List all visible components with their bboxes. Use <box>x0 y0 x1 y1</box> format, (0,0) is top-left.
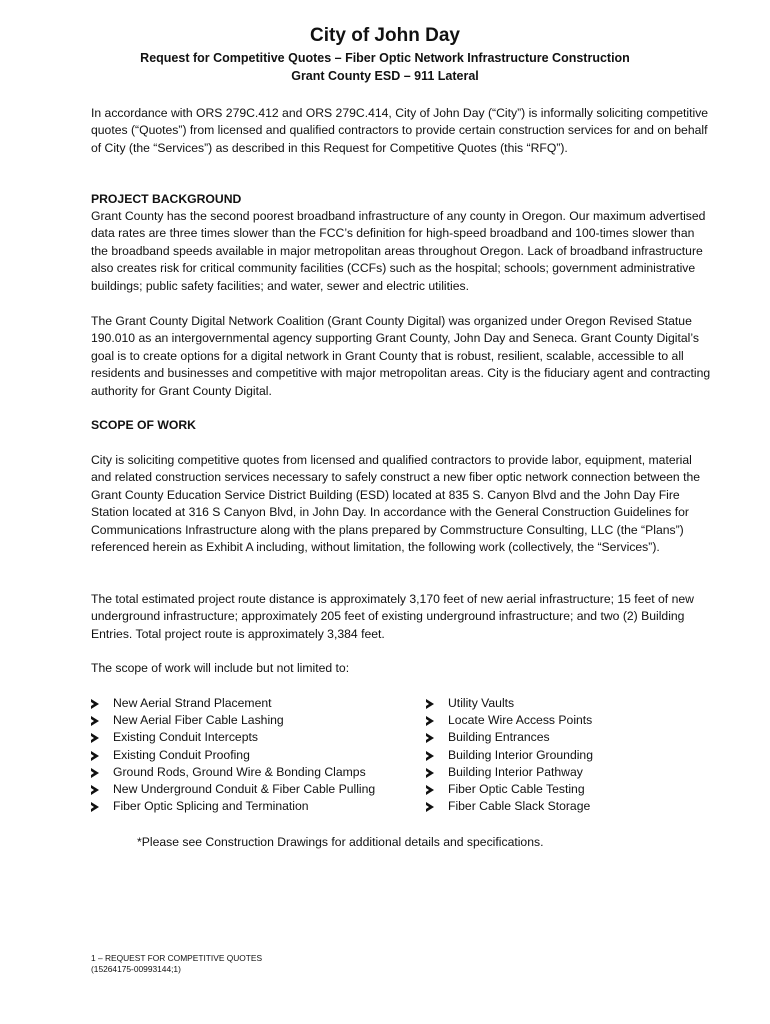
arrow-bullet-icon <box>91 733 99 743</box>
arrow-bullet-icon <box>426 768 434 778</box>
list-item: Fiber Optic Splicing and Termination <box>91 798 375 815</box>
arrow-bullet-icon <box>426 751 434 761</box>
scope-paragraph-2: The total estimated project route distance is approximately 3,170 feet of new aerial infrastructure; 15 feet of new underground infrastructure; approximately 205 feet of existing underground infrastructure; and two (2) Building Entries. Total project route is approximately 3,384 feet. <box>91 592 694 641</box>
list-item: Fiber Optic Cable Testing <box>426 781 593 798</box>
list-item: Utility Vaults <box>426 695 593 712</box>
arrow-bullet-icon <box>91 785 99 795</box>
document-subtitle: Request for Competitive Quotes – Fiber Optic Network Infrastructure Construction <box>140 51 630 65</box>
list-item: Existing Conduit Intercepts <box>91 729 375 746</box>
page-footer <box>91 953 262 975</box>
scope-paragraph-1: City is soliciting competitive quotes from licensed and qualified contractors to provide labor, equipment, material and related construction services necessary to safely construct a new fiber optic network connection between the Grant County Education Service District Building (ESD) located at 835 S. Canyon Blvd and the John Day Fire Station located at 316 S Canyon Blvd, in John Day. In accordance with the General Construction Guidelines for Communications Infrastructure along with the plans prepared by Commstructure Consulting, LLC (the “Plans”) referenced herein as Exhibit A including, without limitation, the following work (collectively, the “Services”). <box>91 453 701 555</box>
footer-page-label: 1 – REQUEST FOR COMPETITIVE QUOTES <box>91 953 263 963</box>
arrow-bullet-icon <box>426 785 434 795</box>
scope-of-work-heading: SCOPE OF WORK <box>91 418 196 432</box>
list-item: New Underground Conduit & Fiber Cable Pulling <box>91 781 375 798</box>
intro-paragraph: In accordance with ORS 279C.412 and ORS 279C.414, City of John Day (“City”) is informally soliciting competitive quotes (“Quotes”) from licensed and qualified contractors to provide certain construction services for and on behalf of City (the “Services”) as described in this Request for Competitive Quotes (this “RFQ”). <box>91 106 709 155</box>
project-name: Grant County ESD – 911 Lateral <box>291 69 479 83</box>
arrow-bullet-icon <box>426 716 434 726</box>
list-item: Locate Wire Access Points <box>426 712 593 729</box>
background-paragraph-2: The Grant County Digital Network Coalition (Grant County Digital) was organized under Oregon Revised Statue 190.010 as an intergovernmental agency supporting Grant County, John Day and Seneca. Grant County Digital’s goal is to create options for a digital network in Grant County that is robust, resilient, scalable, accessible to all residents and businesses and competitive with major metropolitan areas. City is the fiduciary agent and contracting authority for Grant County Digital. <box>91 314 711 398</box>
arrow-bullet-icon <box>91 699 99 709</box>
list-item: Ground Rods, Ground Wire & Bonding Clamps <box>91 764 375 781</box>
list-item: New Aerial Fiber Cable Lashing <box>91 712 375 729</box>
list-item: Building Interior Grounding <box>426 747 593 764</box>
footer-document-id: (15264175-00993144;1) <box>91 964 181 974</box>
arrow-bullet-icon <box>91 716 99 726</box>
drawings-note: *Please see Construction Drawings for additional details and specifications. <box>137 835 544 849</box>
arrow-bullet-icon <box>91 751 99 761</box>
document-title: City of John Day <box>310 25 460 46</box>
list-item: Building Interior Pathway <box>426 764 593 781</box>
project-background-heading: PROJECT BACKGROUND <box>91 192 242 206</box>
arrow-bullet-icon <box>91 768 99 778</box>
arrow-bullet-icon <box>426 733 434 743</box>
arrow-bullet-icon <box>426 802 434 812</box>
scope-list-right <box>426 695 593 815</box>
list-item: Fiber Cable Slack Storage <box>426 798 593 815</box>
arrow-bullet-icon <box>426 699 434 709</box>
list-item: Existing Conduit Proofing <box>91 747 375 764</box>
background-paragraph-1: Grant County has the second poorest broadband infrastructure of any county in Oregon. Our maximum advertised data rates are three times slower than the FCC’s definition for high-speed broadband and 100-times slower than the broadband speeds available in major metropolitan areas throughout Oregon. Lack of broadband infrastructure also creates risk for critical community facilities (CCFs) such as the hospital; schools; government administrative buildings; public safety facilities; and water, sewer and electric utilities. <box>91 209 706 293</box>
scope-list-left <box>91 695 375 815</box>
scope-list-intro: The scope of work will include but not limited to: <box>91 661 350 675</box>
list-item: New Aerial Strand Placement <box>91 695 375 712</box>
arrow-bullet-icon <box>91 802 99 812</box>
list-item: Building Entrances <box>426 729 593 746</box>
